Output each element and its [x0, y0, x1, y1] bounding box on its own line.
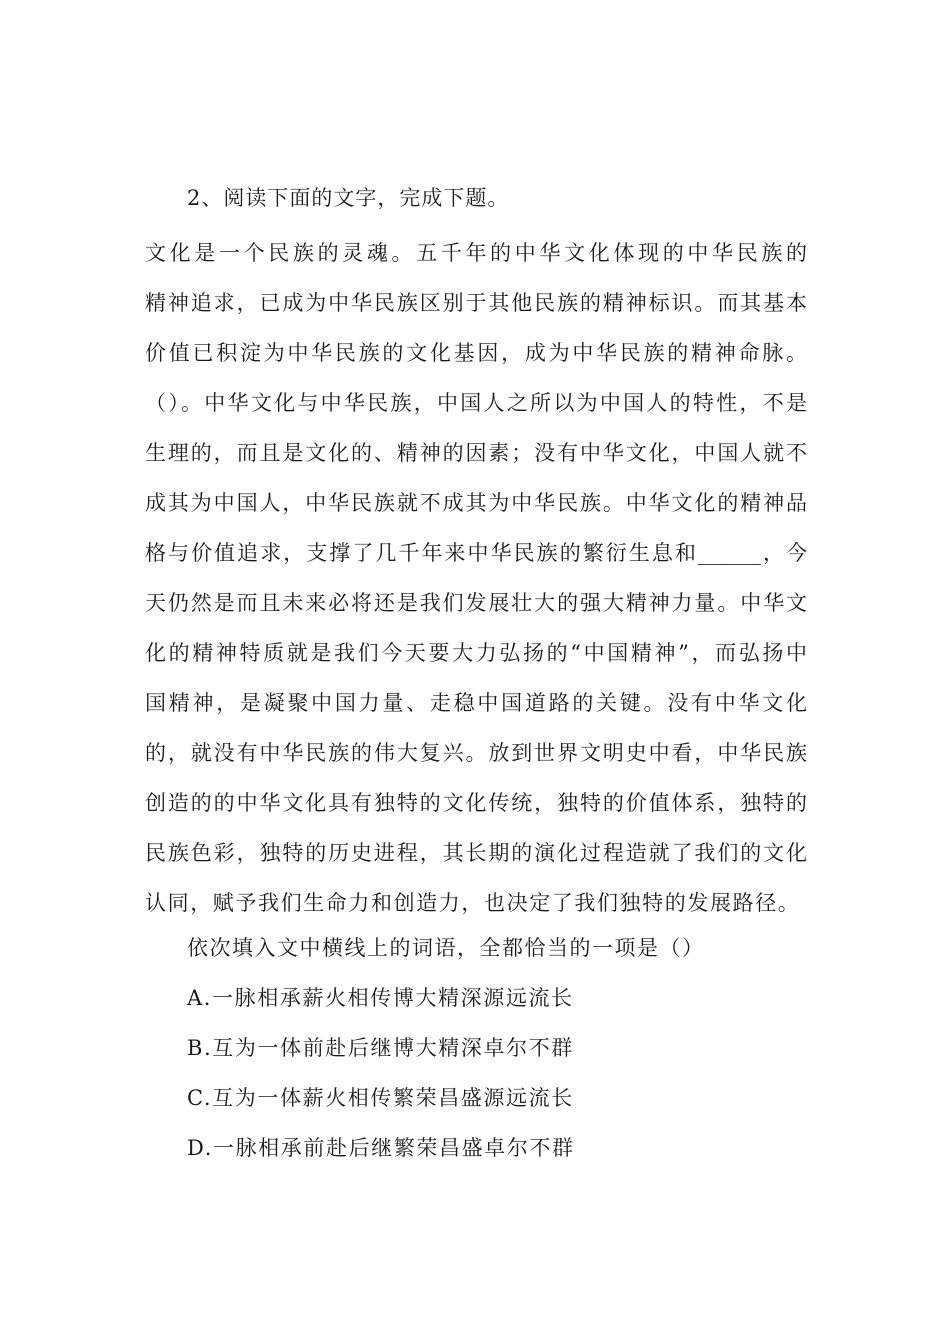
passage-line: 精神追求，已成为中华民族区别于其他民族的精神标识。而其基本 — [145, 291, 807, 315]
passage-line: 国精神，是凝聚中国力量、走稳中国道路的关键。没有中华文化 — [145, 691, 807, 715]
option-d: D.一脉相承前赴后继繁荣昌盛卓尔不群 — [187, 1136, 575, 1160]
passage-line: 民族色彩，独特的历史进程，其长期的演化过程造就了我们的文化 — [145, 841, 807, 865]
answer-options — [187, 983, 575, 1183]
passage-line: 格与价值追求，支撑了几千年来中华民族的繁衍生息和______，今 — [145, 541, 807, 565]
passage-line: 的，就没有中华民族的伟大复兴。放到世界文明史中看，中华民族 — [145, 741, 807, 765]
passage-line: 天仍然是而且未来必将还是我们发展壮大的强大精神力量。中华文 — [145, 591, 807, 615]
passage-line: 价值已积淀为中华民族的文化基因，成为中华民族的精神命脉。 — [145, 341, 807, 365]
passage-line: （）。中华文化与中华民族，中国人之所以为中国人的特性，不是 — [145, 391, 807, 415]
option-c: C.互为一体薪火相传繁荣昌盛源远流长 — [187, 1086, 574, 1110]
question-title: 2、阅读下面的文字，完成下题。 — [187, 186, 510, 210]
option-b: B.互为一体前赴后继博大精深卓尔不群 — [187, 1036, 574, 1060]
passage-line: 创造的的中华文化具有独特的文化传统，独特的价值体系，独特的 — [145, 791, 807, 815]
reading-passage — [145, 233, 807, 933]
option-a: A.一脉相承薪火相传博大精深源远流长 — [187, 986, 574, 1010]
passage-line: 生理的，而且是文化的、精神的因素；没有中华文化，中国人就不 — [145, 441, 807, 465]
passage-line: 化的精神特质就是我们今天要大力弘扬的“中国精神”，而弘扬中 — [145, 641, 807, 665]
passage-line: 认同，赋予我们生命力和创造力，也决定了我们独特的发展路径。 — [145, 891, 801, 915]
question-prompt: 依次填入文中横线上的词语，全都恰当的一项是（） — [187, 936, 705, 960]
passage-line: 文化是一个民族的灵魂。五千年的中华文化体现的中华民族的 — [145, 241, 807, 265]
passage-line: 成其为中国人，中华民族就不成其为中华民族。中华文化的精神品 — [145, 491, 807, 515]
